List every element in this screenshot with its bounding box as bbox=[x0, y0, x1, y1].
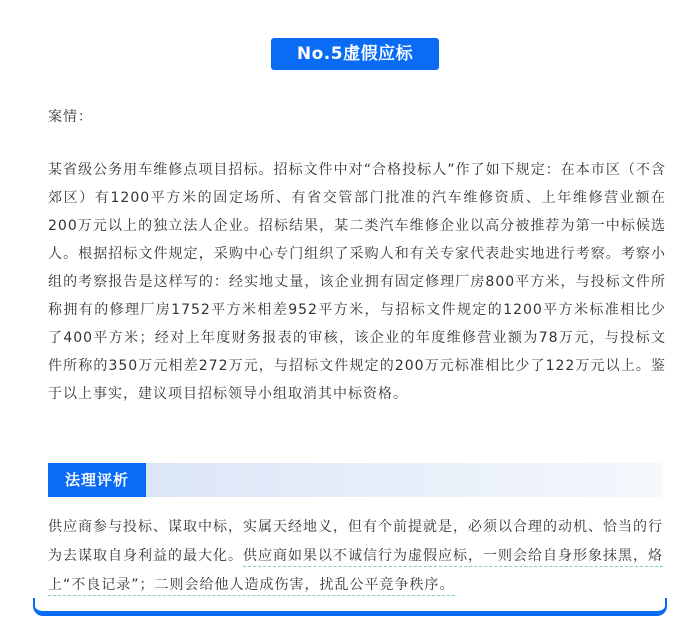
page-title: No.5虚假应标 bbox=[271, 38, 439, 70]
content-bottom-border bbox=[33, 598, 667, 616]
case-label: 案情： bbox=[48, 109, 93, 125]
section-title: 法理评析 bbox=[48, 463, 146, 497]
case-body-text: 某省级公务用车维修点项目招标。招标文件中对“合格投标人”作了如下规定：在本市区（不含郊区）有1200平方米的固定场所、有省交管部门批准的汽车维修资质、上年维修营业额在200万元以上的独立法人企业。招标结果，某二类汽车维修企业以高分被推荐为第一中标候选人。根据招标文件规定，采购中心专门组织了采购人和有关专家代表赴实地进行考察。考察小组的考察报告是这样写的：经实地丈量，该企业拥有固定修理厂房800平方米，与投标文件所称拥有的修理厂房1752平方米相差952平方米，与招标文件规定的1200平方米标准相比少了400平方米；经对上年度财务报表的审核，该企业的年度维修营业额为78万元，与投标文件所称的350万元相差272万元，与招标文件规定的200万元标准相比少了122万元以上。鉴于以上事实，建议项目招标领导小组取消其中标资格。 bbox=[48, 162, 666, 402]
section-header-bar bbox=[48, 463, 662, 497]
review-intro-text: 供应商参与投标、谋取中标，实属天经地义，但有个前提就是，必须以合理的动机、恰当的行为去谋取自身利益的最大化。 bbox=[48, 519, 663, 564]
review-body bbox=[48, 513, 666, 600]
review-highlight-text: 供应商如果以不诚信行为虚假应标，一则会给自身形象抹黑，烙上“不良记录”；二则会给他人造成伤害，扰乱公平竞争秩序。 bbox=[48, 548, 663, 596]
